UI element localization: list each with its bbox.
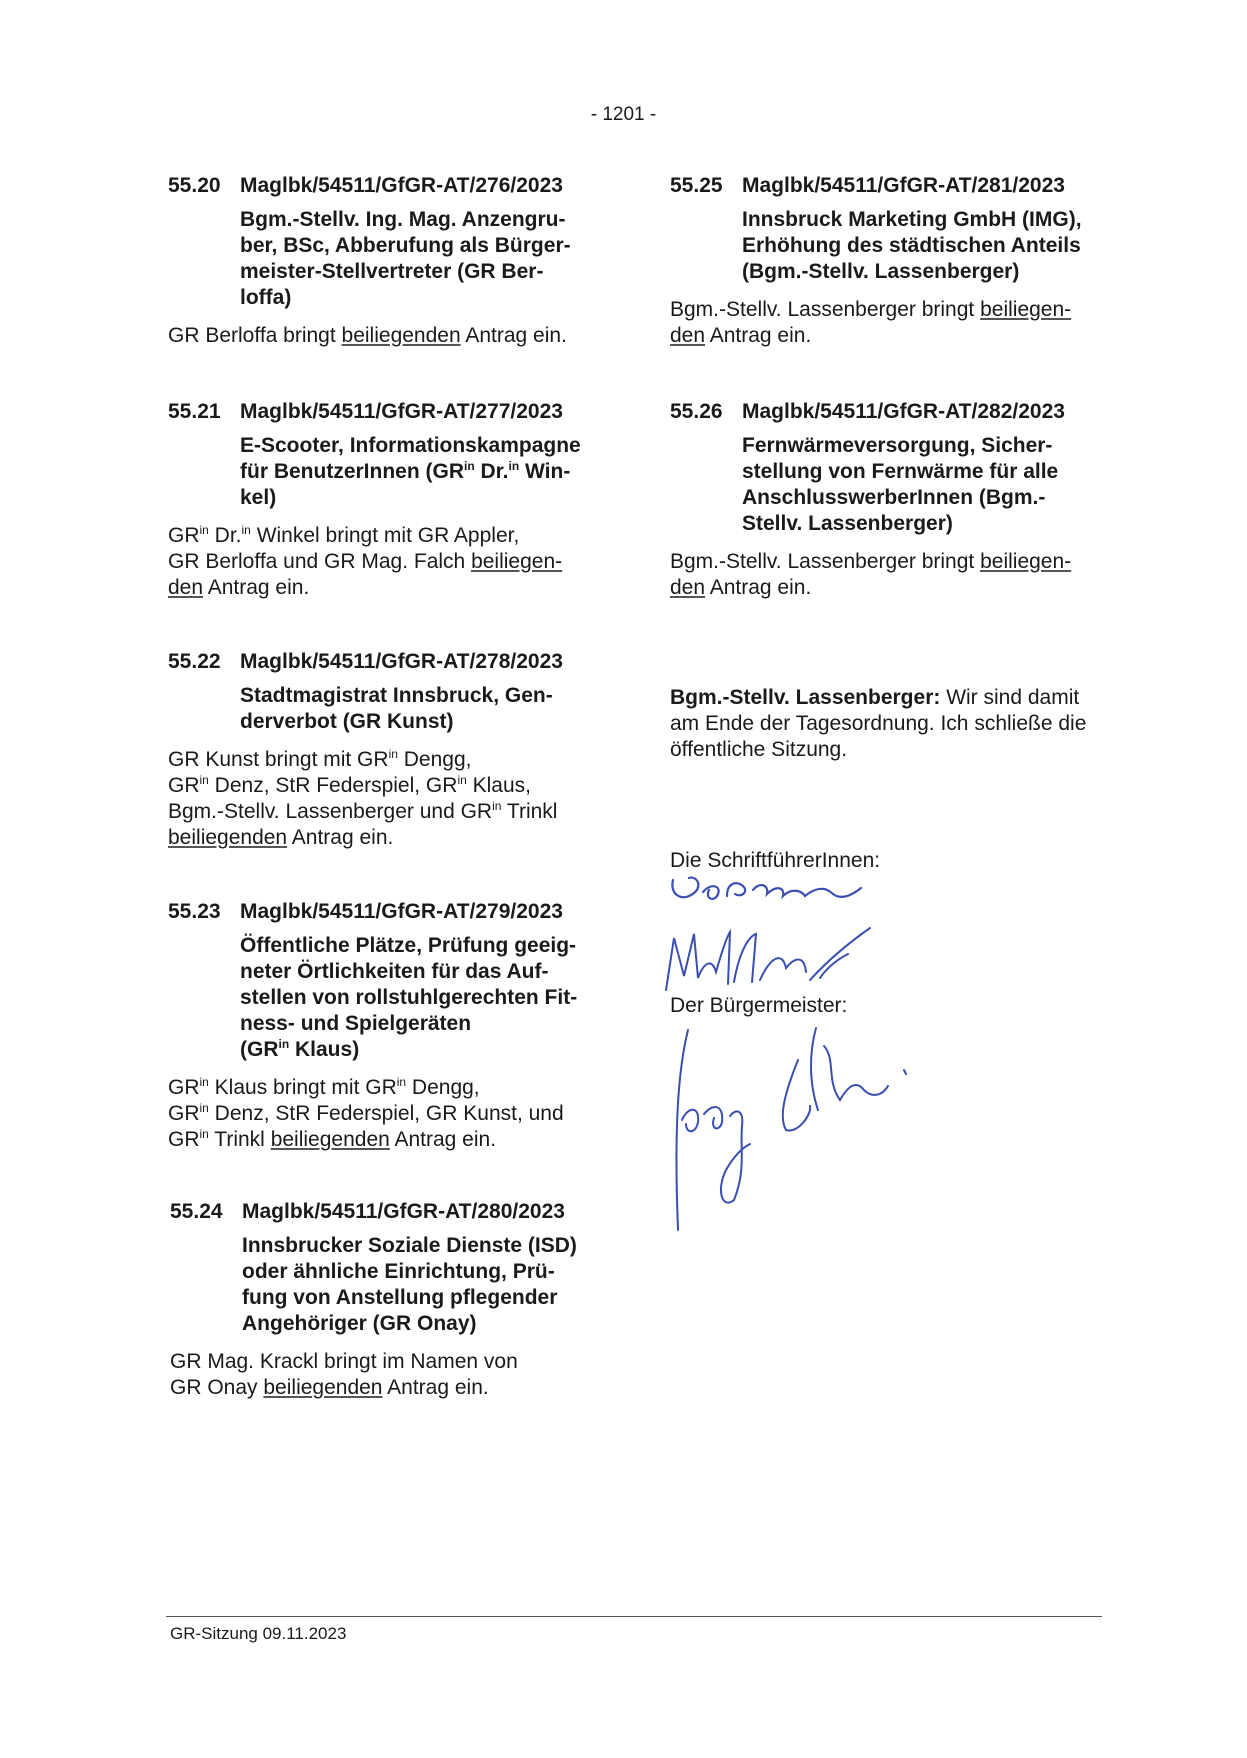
body-text: Trinkl [501, 800, 558, 823]
title-line: AnschlusswerberInnen (Bgm.- [742, 486, 1046, 509]
body-line [168, 773, 608, 799]
body-text: Klaus, [466, 774, 531, 797]
item-reference: Maglbk/54511/GfGR-AT/281/2023 [742, 174, 1065, 197]
item-body [670, 549, 1110, 601]
body-text: Klaus bringt mit GR [208, 1076, 397, 1099]
superscript: in [199, 523, 209, 537]
superscript: in [464, 459, 475, 473]
recorder-signature-2 [660, 918, 880, 998]
agenda-item-55-23 [168, 899, 608, 1153]
body-text: GR Kunst bringt mit GR [168, 748, 389, 771]
item-title [240, 933, 608, 1063]
recorder-signature-1 [665, 866, 865, 916]
body-text: Antrag ein. [389, 1128, 497, 1151]
body-text: Antrag ein. [705, 576, 812, 599]
mayor-label: Der Bürgermeister: [670, 994, 848, 1017]
agenda-item-55-25 [670, 173, 1110, 349]
item-heading [168, 899, 608, 925]
footer-rule [166, 1616, 1102, 1617]
footer-text: GR-Sitzung 09.11.2023 [170, 1624, 347, 1643]
item-number: 55.20 [168, 174, 221, 197]
item-heading [170, 1199, 610, 1225]
item-reference: Maglbk/54511/GfGR-AT/277/2023 [240, 400, 563, 423]
body-line [168, 799, 608, 825]
body-text: Antrag ein. [287, 826, 394, 849]
title-line [240, 459, 608, 485]
title-fragment: Win- [519, 460, 571, 483]
body-text: GR [168, 774, 200, 797]
body-line [670, 575, 1110, 601]
item-title [742, 433, 1110, 537]
title-line: Angehöriger (GR Onay) [242, 1312, 477, 1335]
underlined-text: beiliegenden [341, 324, 461, 347]
title-line: meister-Stellvertreter (GR Ber- [240, 260, 544, 283]
underlined-text: beiliegen- [980, 298, 1072, 321]
body-line [670, 323, 1110, 349]
closing-statement [670, 685, 1110, 763]
item-body [168, 747, 608, 851]
item-reference: Maglbk/54511/GfGR-AT/278/2023 [240, 650, 563, 673]
agenda-item-55-24 [170, 1199, 610, 1401]
item-reference: Maglbk/54511/GfGR-AT/282/2023 [742, 400, 1065, 423]
page-number: - 1201 - [590, 104, 657, 125]
body-line [168, 1127, 608, 1153]
title-line [240, 1037, 608, 1063]
underlined-text: beiliegenden [270, 1128, 390, 1151]
item-reference: Maglbk/54511/GfGR-AT/279/2023 [240, 900, 563, 923]
underlined-text: beiliegen- [980, 550, 1072, 573]
speaker-name: Bgm.-Stellv. Lassenberger: [670, 686, 941, 709]
superscript: in [199, 1101, 209, 1115]
body-text: Dr. [208, 524, 242, 547]
title-line: Öffentliche Plätze, Prüfung geeig- [240, 934, 577, 957]
title-line: ber, BSc, Abberufung als Bürger- [240, 234, 571, 257]
body-line: GR Mag. Krackl bringt im Namen von [170, 1350, 518, 1373]
mayor-signature [660, 1010, 960, 1240]
item-number: 55.22 [168, 650, 221, 673]
title-line: Stadtmagistrat Innsbruck, Gen- [240, 684, 553, 707]
item-body [170, 1349, 610, 1401]
item-number: 55.23 [168, 900, 221, 923]
underlined-text: den [670, 576, 706, 599]
body-text: GR Onay [170, 1376, 264, 1399]
title-fragment: (GR [240, 1038, 279, 1061]
item-heading [670, 173, 1110, 199]
title-line: neter Örtlichkeiten für das Auf- [240, 960, 549, 983]
agenda-item-55-22 [168, 649, 608, 851]
item-body [670, 297, 1110, 349]
title-line: loffa) [240, 286, 292, 309]
body-line [670, 297, 1110, 323]
body-text: Denz, StR Federspiel, GR [208, 774, 458, 797]
body-line [168, 549, 608, 575]
body-text: Antrag ein. [382, 1376, 489, 1399]
item-title [242, 1233, 610, 1337]
superscript: in [278, 1037, 290, 1051]
body-text: Antrag ein. [203, 576, 310, 599]
body-text: Dengg, [397, 748, 472, 771]
closing-text: Wir sind damit am Ende der Tagesordnung. Ich schließe die öffentliche Sitzung. [670, 686, 1087, 761]
item-heading [168, 399, 608, 425]
underlined-text: beiliegenden [168, 826, 288, 849]
item-number: 55.25 [670, 174, 723, 197]
recorders-label: Die SchriftführerInnen: [670, 849, 881, 872]
body-text: Bgm.-Stellv. Lassenberger bringt [670, 550, 981, 573]
agenda-item-55-26 [670, 399, 1110, 601]
body-text: Winkel bringt mit GR Appler, [250, 524, 520, 547]
underlined-text: beiliegen- [471, 550, 563, 573]
item-body [168, 523, 608, 601]
superscript: in [241, 523, 251, 537]
title-line: derverbot (GR Kunst) [240, 710, 454, 733]
body-text: GR [168, 1128, 200, 1151]
body-line [168, 1075, 608, 1101]
item-title [240, 683, 608, 735]
title-fragment: Klaus) [289, 1038, 360, 1061]
body-text: Antrag ein. [460, 324, 567, 347]
body-text: Bgm.-Stellv. Lassenberger bringt [670, 298, 981, 321]
item-heading [168, 649, 608, 675]
body-line [170, 1375, 610, 1401]
item-reference: Maglbk/54511/GfGR-AT/276/2023 [240, 174, 563, 197]
title-line: Bgm.-Stellv. Ing. Mag. Anzengru- [240, 208, 566, 231]
body-text: GR [168, 524, 200, 547]
superscript: in [199, 773, 209, 787]
body-text: Denz, StR Federspiel, GR Kunst, und [208, 1102, 564, 1125]
superscript: in [492, 799, 502, 813]
title-line: stellung von Fernwärme für alle [742, 460, 1059, 483]
title-line: Stellv. Lassenberger) [742, 512, 953, 535]
title-line: kel) [240, 486, 277, 509]
superscript: in [457, 773, 467, 787]
body-text: Trinkl [208, 1128, 271, 1151]
underlined-text: beiliegenden [263, 1376, 383, 1399]
agenda-item-55-21 [168, 399, 608, 601]
superscript: in [508, 459, 520, 473]
title-line: oder ähnliche Einrichtung, Prü- [242, 1260, 555, 1283]
superscript: in [396, 1075, 407, 1089]
body-text: GR [168, 1102, 200, 1125]
agenda-item-55-20 [168, 173, 608, 349]
item-body [168, 323, 608, 349]
body-line [670, 549, 1110, 575]
title-line: Fernwärmeversorgung, Sicher- [742, 434, 1053, 457]
superscript: in [388, 747, 398, 761]
body-text: Bgm.-Stellv. Lassenberger und GR [168, 800, 493, 823]
item-number: 55.24 [170, 1200, 223, 1223]
item-title [742, 207, 1110, 285]
body-line [168, 825, 608, 851]
body-line [168, 575, 608, 601]
superscript: in [199, 1127, 209, 1141]
title-line: E-Scooter, Informationskampagne [240, 434, 581, 457]
title-line: fung von Anstellung pflegender [242, 1286, 558, 1309]
body-line [168, 747, 608, 773]
title-line: (Bgm.-Stellv. Lassenberger) [742, 260, 1020, 283]
body-text: GR Berloffa bringt [168, 324, 342, 347]
title-fragment: für BenutzerInnen (GR [240, 460, 464, 483]
item-heading [670, 399, 1110, 425]
underlined-text: den [168, 576, 204, 599]
item-title [240, 207, 608, 311]
item-number: 55.21 [168, 400, 221, 423]
title-line: Innsbruck Marketing GmbH (IMG), [742, 208, 1082, 231]
body-text: GR [168, 1076, 200, 1099]
title-line: Innsbrucker Soziale Dienste (ISD) [242, 1234, 577, 1257]
title-fragment: Dr. [474, 460, 509, 483]
body-line [168, 1101, 608, 1127]
title-line: Erhöhung des städtischen Anteils [742, 234, 1081, 257]
item-body [168, 1075, 608, 1153]
body-text: GR Berloffa und GR Mag. Falch [168, 550, 472, 573]
item-heading [168, 173, 608, 199]
body-text: Dengg, [406, 1076, 480, 1099]
item-title [240, 433, 608, 511]
superscript: in [199, 1075, 209, 1089]
body-line [168, 523, 608, 549]
underlined-text: den [670, 324, 706, 347]
body-text: Antrag ein. [705, 324, 812, 347]
title-line: stellen von rollstuhlgerechten Fit- [240, 986, 578, 1009]
item-reference: Maglbk/54511/GfGR-AT/280/2023 [242, 1200, 565, 1223]
item-number: 55.26 [670, 400, 723, 423]
title-line: ness- und Spielgeräten [240, 1012, 472, 1035]
